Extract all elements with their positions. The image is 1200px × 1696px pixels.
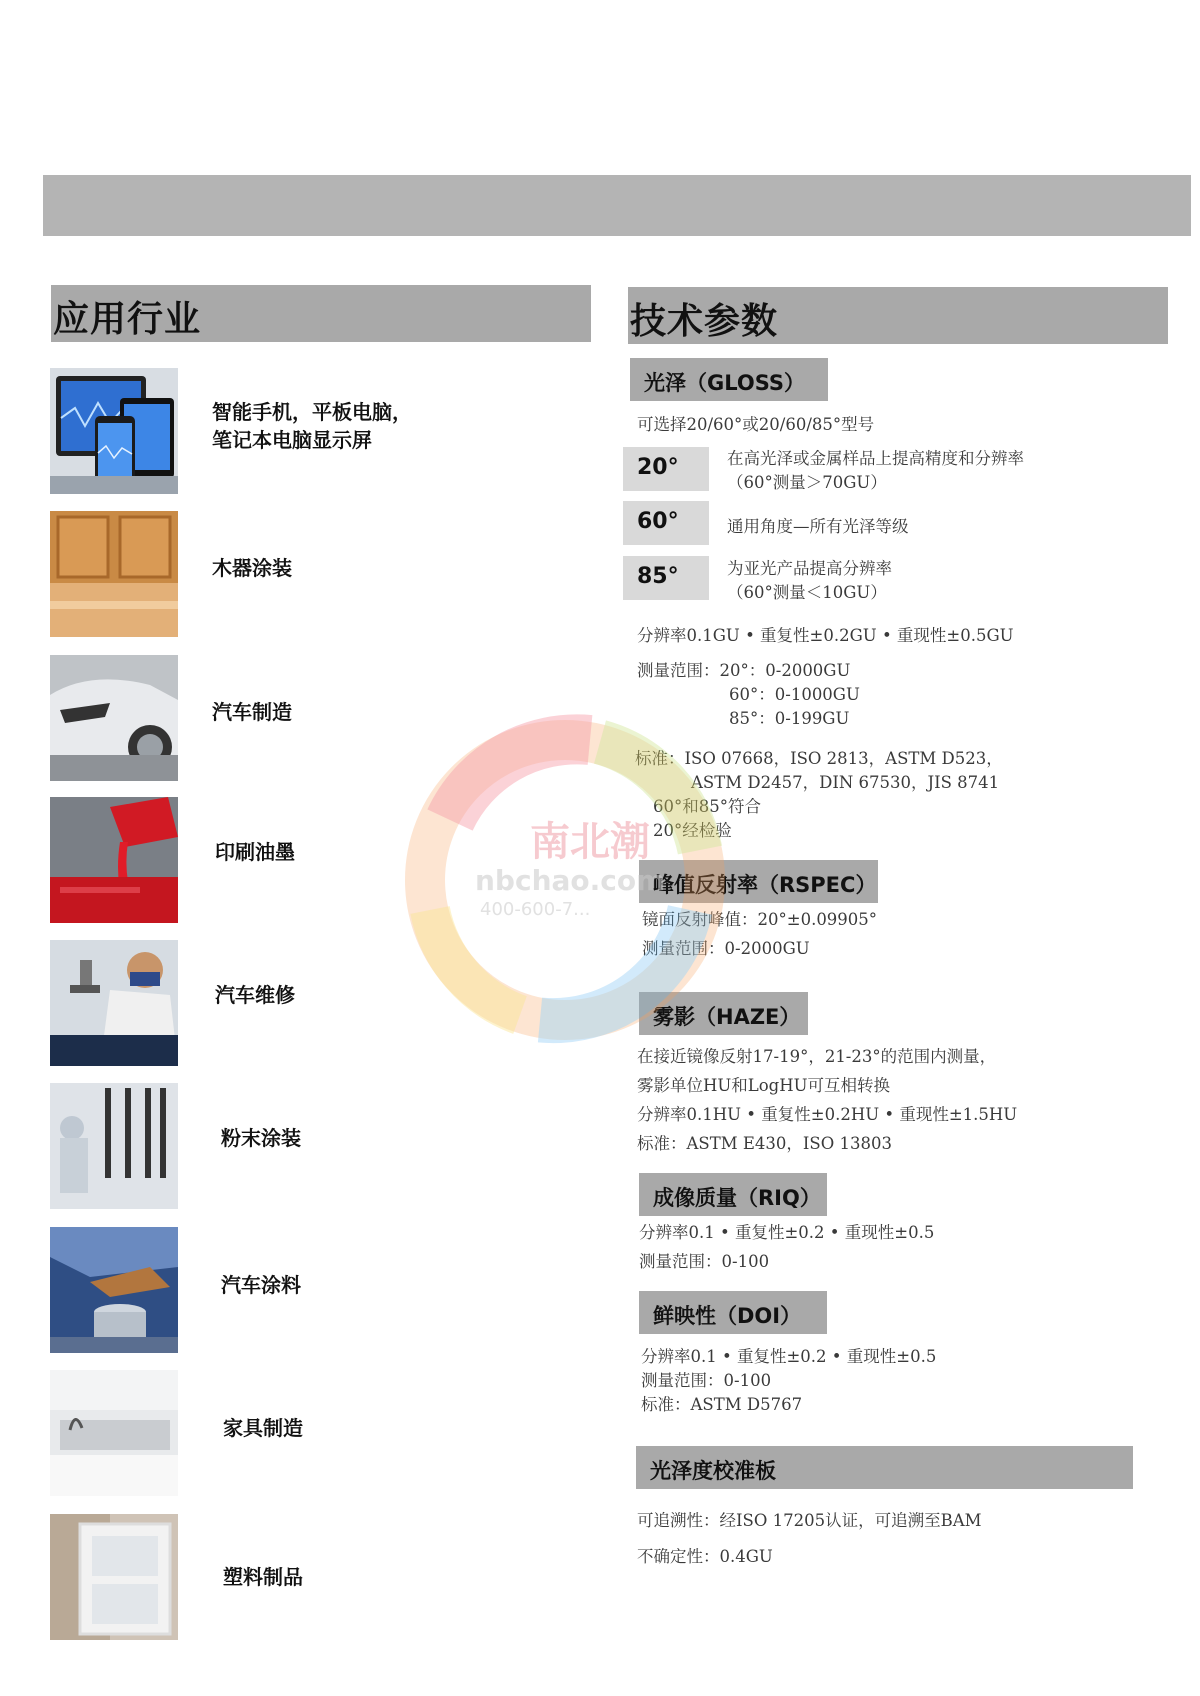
- gloss-title: 光泽（GLOSS）: [644, 371, 806, 395]
- gloss-standards-4: 20°经检验: [653, 821, 732, 840]
- rspec-range: 测量范围：0-2000GU: [642, 939, 810, 958]
- angle-60-label: 60°: [637, 509, 679, 534]
- industry-label-furniture: 家具制造: [223, 1416, 303, 1440]
- gloss-range-20: 测量范围：20°：0-2000GU: [637, 661, 851, 680]
- kitchen-furniture-photo: [50, 1370, 178, 1496]
- industry-label-printing-ink: 印刷油墨: [215, 840, 295, 864]
- calibration-title: 光泽度校准板: [650, 1459, 776, 1483]
- angle-20-label: 20°: [637, 455, 679, 480]
- rspec-title: 峰值反射率（RSPEC）: [653, 873, 877, 897]
- haze-title: 雾影（HAZE）: [653, 1005, 801, 1029]
- angle-85-desc: 为亚光产品提高分辨率: [727, 559, 892, 578]
- doi-standards: 标准：ASTM D5767: [641, 1395, 803, 1414]
- calibration-section-header: [636, 1446, 1133, 1489]
- industry-label-auto-repair: 汽车维修: [215, 983, 295, 1007]
- gloss-range-60: 60°：0-1000GU: [729, 685, 860, 704]
- nbchao-watermark: [390, 680, 750, 1080]
- angle-60-box: [623, 501, 709, 545]
- powder-coating-photo: [50, 1083, 178, 1209]
- calibration-uncertainty: 不确定性：0.4GU: [637, 1547, 773, 1566]
- haze-resolution: 分辨率0.1HU • 重复性±0.2HU • 重现性±1.5HU: [637, 1105, 1018, 1124]
- riq-section-header: [639, 1173, 827, 1216]
- gloss-intro: 可选择20/60°或20/60/85°型号: [637, 415, 875, 434]
- rspec-peak: 镜面反射峰值：20°±0.09905°: [642, 910, 878, 929]
- watermark-url: nbchao.com: [475, 864, 666, 897]
- angle-20-desc: 在高光泽或金属样品上提高精度和分辨率: [727, 449, 1024, 468]
- gloss-section-header: [630, 358, 828, 401]
- wood-cabinet-photo: [50, 511, 178, 637]
- industry-label-electronics: 智能手机，平板电脑， 笔记本电脑显示屏: [212, 400, 412, 452]
- industries-header: [51, 285, 591, 342]
- angle-85-label: 85°: [637, 564, 679, 589]
- spray-painter-photo: [50, 940, 178, 1066]
- industries-header-title: 应用行业: [53, 299, 202, 340]
- doi-range: 测量范围：0-100: [641, 1371, 772, 1390]
- industry-label-plastics: 塑料制品: [223, 1565, 303, 1589]
- riq-range: 测量范围：0-100: [639, 1252, 770, 1271]
- watermark-phone: 400-600-7...: [480, 899, 591, 920]
- industry-label-auto-manufacturing: 汽车制造: [212, 700, 292, 724]
- top-banner-band: [43, 175, 1191, 236]
- watermark-brand: 南北潮: [530, 818, 650, 865]
- doi-resolution: 分辨率0.1 • 重复性±0.2 • 重现性±0.5: [641, 1347, 937, 1366]
- gloss-standards-2: ASTM D2457，DIN 67530，JIS 8741: [691, 773, 1000, 792]
- industry-label-powder-coating: 粉末涂装: [221, 1126, 301, 1150]
- haze-desc-1: 在接近镜像反射17-19°，21-23°的范围内测量，: [637, 1047, 997, 1066]
- gloss-standards-3: 60°和85°符合: [653, 797, 761, 816]
- doi-section-header: [639, 1291, 827, 1334]
- haze-standards: 标准：ASTM E430，ISO 13803: [637, 1134, 892, 1153]
- riq-resolution: 分辨率0.1 • 重复性±0.2 • 重现性±0.5: [639, 1223, 935, 1242]
- gloss-standards-1: 标准：ISO 07668，ISO 2813，ASTM D523，: [635, 749, 1003, 768]
- riq-title: 成像质量（RIQ）: [653, 1186, 821, 1210]
- angle-20-note: （60°测量＞70GU）: [727, 473, 887, 492]
- tech-specs-header: [628, 287, 1168, 344]
- doi-title: 鲜映性（DOI）: [653, 1304, 802, 1328]
- calibration-traceability: 可追溯性：经ISO 17205认证，可追溯至BAM: [637, 1511, 982, 1530]
- paint-can-photo: [50, 1227, 178, 1353]
- gloss-range-85: 85°：0-199GU: [729, 709, 850, 728]
- car-photo: [50, 655, 178, 781]
- red-ink-photo: [50, 797, 178, 923]
- angle-85-box: [623, 556, 709, 600]
- angle-20-box: [623, 447, 709, 491]
- angle-85-note: （60°测量＜10GU）: [727, 583, 887, 602]
- electronic-devices-photo: [50, 368, 178, 494]
- plastic-window-photo: [50, 1514, 178, 1640]
- gloss-resolution: 分辨率0.1GU • 重复性±0.2GU • 重现性±0.5GU: [637, 626, 1014, 645]
- angle-60-desc: 通用角度—所有光泽等级: [727, 517, 909, 536]
- tech-specs-header-title: 技术参数: [630, 301, 779, 342]
- industry-label-auto-coatings: 汽车涂料: [221, 1273, 301, 1297]
- haze-desc-2: 雾影单位HU和LogHU可互相转换: [637, 1076, 891, 1095]
- industry-label-wood: 木器涂装: [212, 556, 292, 580]
